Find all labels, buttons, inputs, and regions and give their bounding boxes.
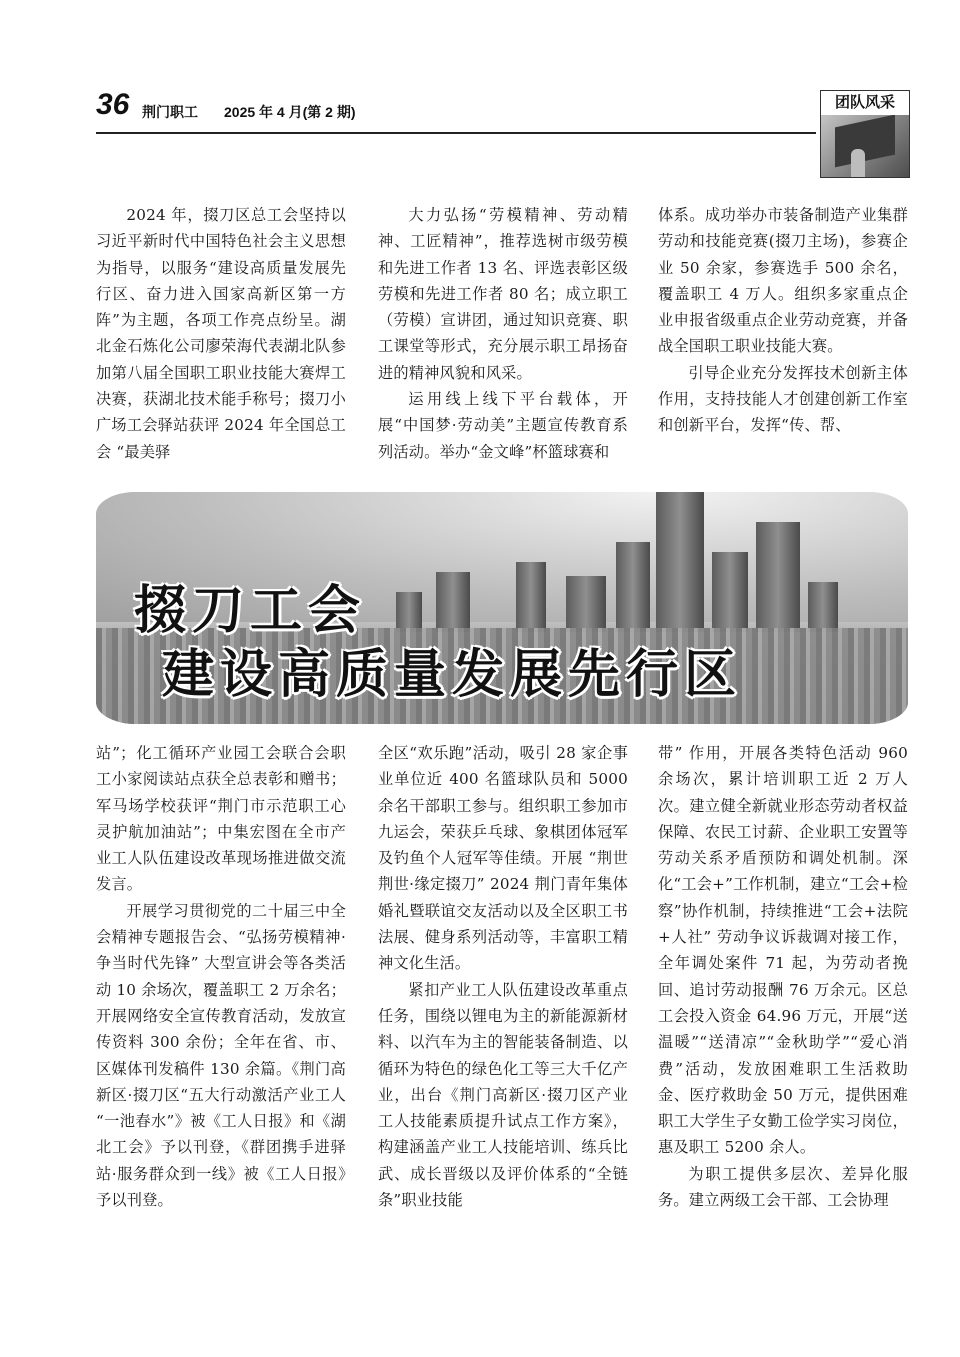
paragraph: 引导企业充分发挥技术创新主体作用，支持技能人才创建创新工作室和创新平台，发挥“传、帮、 bbox=[658, 363, 908, 435]
paragraph: 体系。成功举办市装备制造产业集群劳动和技能竞赛(掇刀主场)，参赛企业 50 余家，参赛选手 500 余名，覆盖职工 4 万人。组织多家重点企业申报省级重点企业劳动竞赛，并备战全国职工职业技能大赛。 bbox=[658, 206, 908, 356]
building bbox=[616, 542, 650, 632]
journal-name: 荆门职工 bbox=[142, 104, 198, 120]
banner-title-line-2: 建设高质量发展先行区 bbox=[162, 645, 743, 705]
article-column-2-top bbox=[378, 202, 628, 465]
article-column-3-top bbox=[658, 202, 908, 439]
paragraph: 全区“欢乐跑”活动，吸引 28 家企事业单位近 400 名篮球队员和 5000 余名干部职工参与。组织职工参加市九运会，荣获乒乓球、象棋团体冠军及钓鱼个人冠军等佳绩。开展 “荆世荆世·缘定掇刀” 2024 荆门青年集体婚礼暨联谊交友活动以及全区职工书法展、健身系列活动等，丰富职工精神文化生活。 bbox=[378, 744, 628, 973]
article-column-1-top bbox=[96, 202, 346, 465]
flag-icon bbox=[835, 115, 895, 168]
issue-label: 2025 年 4 月(第 2 期) bbox=[224, 104, 356, 120]
building bbox=[712, 552, 748, 632]
paragraph: 为职工提供多层次、差异化服务。建立两级工会干部、工会协理 bbox=[658, 1164, 908, 1210]
banner-title-line-1: 掇刀工会 bbox=[134, 581, 367, 641]
building bbox=[656, 492, 704, 632]
raised-arm-icon bbox=[851, 149, 865, 178]
building bbox=[396, 592, 422, 632]
article-column-1-bottom bbox=[96, 740, 346, 1213]
paragraph: 运用线上线下平台载体，开展“中国梦·劳动美”主题宣传教育系列活动。举办“金文峰”杯篮球赛和 bbox=[378, 390, 628, 461]
section-badge bbox=[820, 90, 910, 178]
page-header bbox=[96, 88, 816, 134]
paragraph: 站”；化工循环产业园工会联合会职工小家阅读站点获全总表彰和赠书；军马场学校获评“荆门市示范职工心灵护航加油站”；中集宏图在全市产业工人队伍建设改革现场推进做交流发言。 bbox=[96, 744, 346, 894]
paragraph: 带” 作用，开展各类特色活动 960 余场次，累计培训职工近 2 万人次。建立健全新就业形态劳动者权益保障、农民工讨薪、企业职工安置等劳动关系矛盾预防和调处机制。深化“工会+”工作机制，建立“工会+检察”协作机制，持续推进“工会+法院+人社” 劳动争议诉裁调对接工作，全年调处案件 71 起，为劳动者挽回、追讨劳动报酬 76 万余元。区总工会投入资金 64.96 万元，开展“送温暖”“送清凉”“金秋助学”“爱心消费”活动，发放困难职工生活救助金、医疗救助金 50 万元，提供困难职工大学生子女勤工俭学实习岗位，惠及职工 5200 余人。 bbox=[658, 744, 908, 1157]
building bbox=[436, 572, 470, 632]
article-column-3-bottom bbox=[658, 740, 908, 1213]
paragraph: 紧扣产业工人队伍建设改革重点任务，围绕以锂电为主的新能源新材料、以汽车为主的智能装备制造、以循环为特色的绿色化工等三大千亿产业，出台《荆门高新区·掇刀区产业工人技能素质提升试点工作方案》，构建涵盖产业工人技能培训、练兵比武、成长晋级以及评价体系的“全链条”职业技能 bbox=[378, 980, 628, 1210]
paragraph: 2024 年，掇刀区总工会坚持以习近平新时代中国特色社会主义思想为指导，以服务“建设高质量发展先行区、奋力进入国家高新区第一方阵”为主题，各项工作亮点纷呈。湖北金石炼化公司廖荣海代表湖北队参加第八届全国职工职业技能大赛焊工决赛，获湖北技术能手称号；掇刀小广场工会驿站获评 2024 年全国总工会 “最美驿 bbox=[96, 206, 346, 461]
article-column-2-bottom bbox=[378, 740, 628, 1213]
building bbox=[808, 582, 838, 632]
building bbox=[516, 562, 546, 632]
page-number: 36 bbox=[96, 88, 130, 121]
building bbox=[756, 522, 800, 632]
paragraph: 开展学习贯彻党的二十届三中全会精神专题报告会、“弘扬劳模精神·争当时代先锋” 大型宣讲会等各类活动 10 余场次，覆盖职工 2 万余名；开展网络安全宣传教育活动，发放宣传资料 300 余份；全年在省、市、区媒体刊发稿件 130 余篇。《荆门高新区·掇刀区“五大行动激活产业工人 “一池春水”》被《工人日报》和《湖北工会》予以刊登，《群团携手进驿站·服务群众到一线》被《工人日报》予以刊登。 bbox=[96, 901, 346, 1210]
section-label: 团队风采 bbox=[821, 91, 909, 115]
title-banner-image bbox=[96, 492, 908, 724]
building bbox=[566, 576, 606, 632]
paragraph: 大力弘扬“劳模精神、劳动精神、工匠精神”，推荐选树市级劳模和先进工作者 13 名、评选表彰区级劳模和先进工作者 80 名；成立职工（劳模）宣讲团，通过知识竞赛、职工课堂等形式，充分展示职工昂扬奋进的精神风貌和风采。 bbox=[378, 206, 628, 382]
